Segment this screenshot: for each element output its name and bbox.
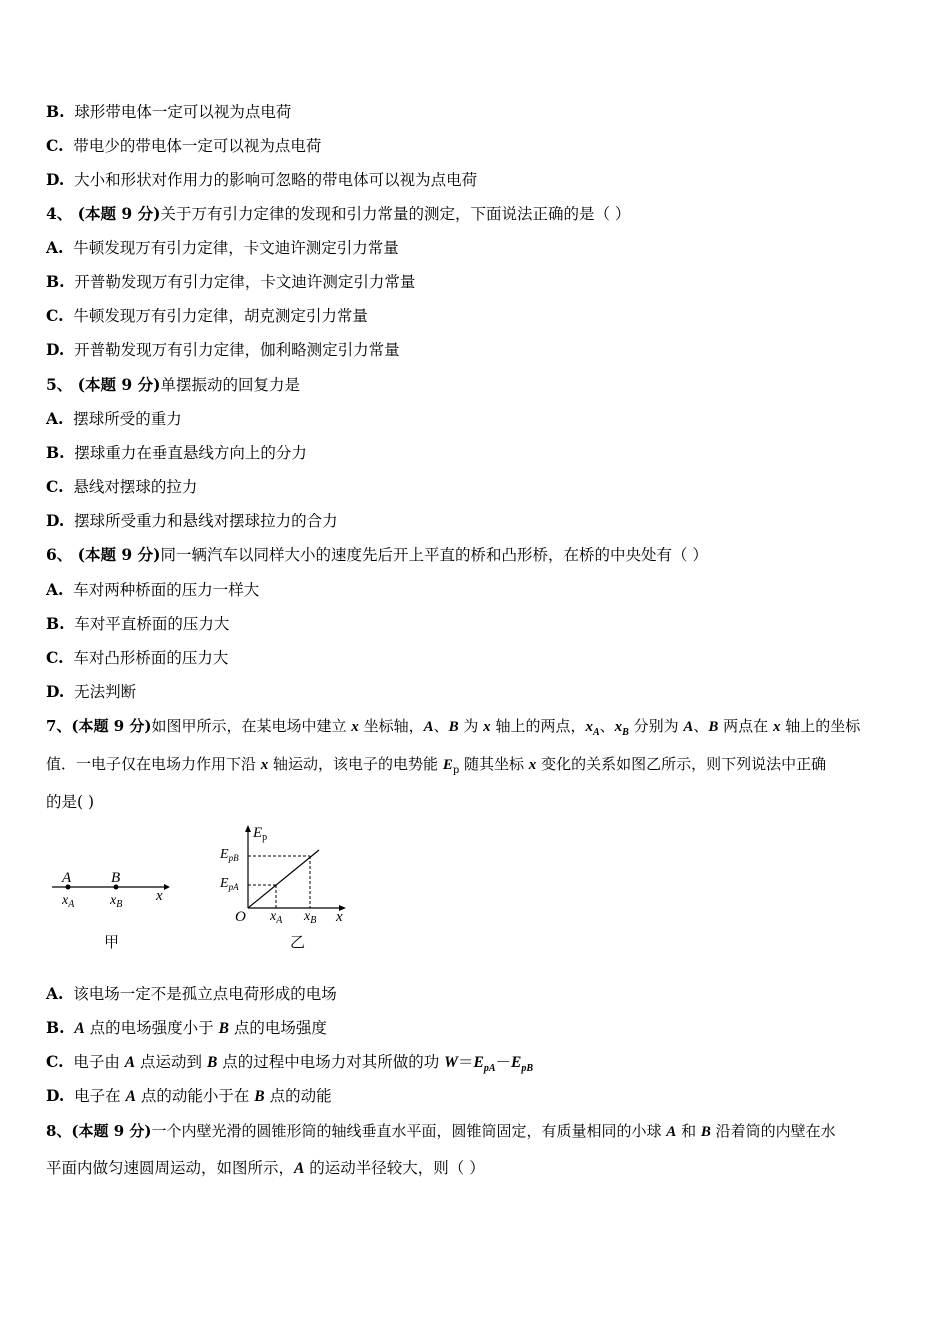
q3-option-d: D. 大小和形状对作用力的影响可忽略的带电体可以视为点电荷 bbox=[46, 170, 478, 189]
q6-option-d: D. 无法判断 bbox=[46, 682, 137, 701]
q8-stem-line1: 8、(本题 9 分)一个内壁光滑的圆锥形筒的轴线垂直水平面，圆锥筒固定，有质量相同的小球 A 和 B 沿着筒的内壁在水 bbox=[46, 1122, 836, 1140]
q4-option-a: A. 牛顿发现万有引力定律，卡文迪许测定引力常量 bbox=[46, 238, 399, 257]
q3-option-b: B. 球形带电体一定可以视为点电荷 bbox=[46, 102, 292, 121]
q5-option-b: B. 摆球重力在垂直悬线方向上的分力 bbox=[46, 443, 307, 462]
x-axis-arrow-icon bbox=[164, 884, 170, 890]
label-xa: $x_A$ bbox=[62, 893, 75, 910]
label-epa: $E_{pA}$ bbox=[220, 876, 239, 892]
ep-line bbox=[248, 850, 319, 908]
q5-option-c: C. 悬线对摆球的拉力 bbox=[46, 477, 198, 496]
q3-option-c: C. 带电少的带电体一定可以视为点电荷 bbox=[46, 136, 322, 155]
label-x-axis: x bbox=[336, 909, 343, 925]
figure-jia bbox=[46, 860, 176, 955]
q7-option-d: D. 电子在 A 点的动能小于在 B 点的动能 bbox=[46, 1086, 332, 1105]
q4-option-b: B. 开普勒发现万有引力定律，卡文迪许测定引力常量 bbox=[46, 272, 416, 291]
caption-jia: 甲 bbox=[104, 935, 120, 951]
q7-stem-line3: 的是( ) bbox=[46, 793, 95, 811]
q7-stem-line2: 值．一电子仅在电场力作用下沿 x 轴运动，该电子的电势能 $E_p$ 随其坐标 x 变化的关系如图乙所示，则下列说法中正确 bbox=[46, 755, 827, 776]
q6-option-b: B. 车对平直桥面的压力大 bbox=[46, 614, 230, 633]
figure-yi bbox=[215, 820, 355, 955]
label-epb: $E_{pB}$ bbox=[220, 847, 239, 863]
q7-stem-line1: 7、(本题 9 分)如图甲所示，在某电场中建立 x 坐标轴，A、B 为 x 轴上的两点，$x_A$、$x_B$ 分别为 A、B 两点在 x 轴上的坐标 bbox=[46, 717, 861, 738]
label-ep: $E_p$ bbox=[253, 825, 268, 843]
q6-option-a: A. 车对两种桥面的压力一样大 bbox=[46, 580, 260, 599]
q5-option-d: D. 摆球所受重力和悬线对摆球拉力的合力 bbox=[46, 511, 338, 530]
ep-axis-arrow-icon bbox=[245, 825, 251, 832]
q5-option-a: A. 摆球所受的重力 bbox=[46, 409, 182, 428]
label-x-axis: x bbox=[156, 888, 163, 904]
q5-stem: 5、 (本题 9 分)单摆振动的回复力是 bbox=[46, 375, 300, 394]
q4-option-c: C. 牛顿发现万有引力定律，胡克测定引力常量 bbox=[46, 306, 368, 325]
q4-option-d: D. 开普勒发现万有引力定律，伽利略测定引力常量 bbox=[46, 340, 400, 359]
label-b: B bbox=[111, 870, 121, 886]
q7-option-c: C. 电子由 A 点运动到 B 点的过程中电场力对其所做的功 $W=E_{pA}-E_{pB}$ bbox=[46, 1052, 534, 1075]
label-xb: $x_B$ bbox=[304, 909, 317, 926]
q7-option-b: B. A 点的电场强度小于 B 点的电场强度 bbox=[46, 1018, 327, 1037]
label-a: A bbox=[62, 870, 72, 886]
q7-option-a: A. 该电场一定不是孤立点电荷形成的电场 bbox=[46, 984, 337, 1003]
q8-stem-line2: 平面内做匀速圆周运动，如图所示，A 的运动半径较大，则（ ） bbox=[46, 1159, 485, 1177]
label-xb: $x_B$ bbox=[110, 893, 123, 910]
q6-stem: 6、 (本题 9 分)同一辆汽车以同样大小的速度先后开上平直的桥和凸形桥，在桥的中央处有（ ） bbox=[46, 545, 708, 564]
label-origin: O bbox=[235, 909, 246, 925]
caption-yi: 乙 bbox=[290, 935, 306, 951]
q4-stem: 4、 (本题 9 分)关于万有引力定律的发现和引力常量的测定，下面说法正确的是（ ） bbox=[46, 204, 631, 223]
label-xa: $x_A$ bbox=[270, 909, 283, 926]
q6-option-c: C. 车对凸形桥面的压力大 bbox=[46, 648, 229, 667]
